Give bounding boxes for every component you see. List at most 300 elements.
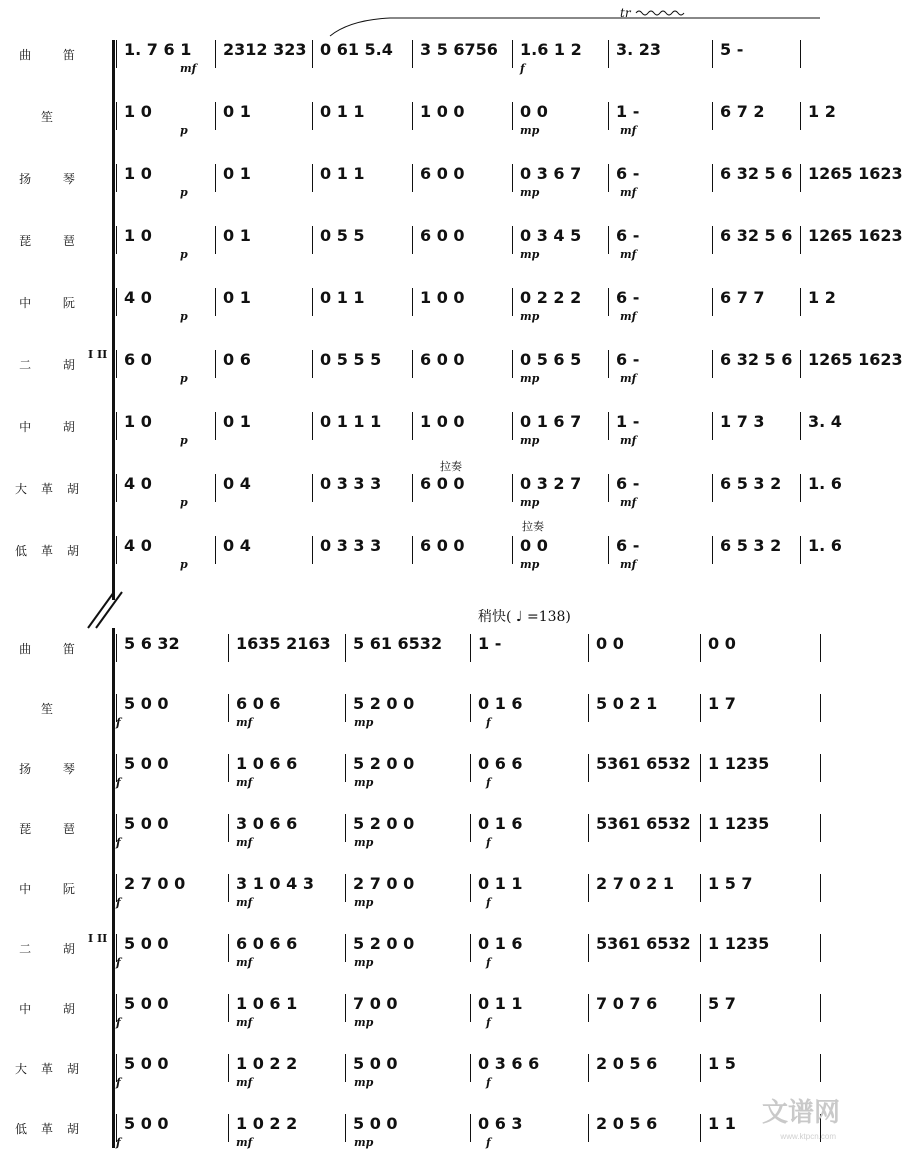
barline (608, 536, 609, 564)
dynamic-marking: mp (520, 248, 540, 261)
barline (512, 164, 513, 192)
dynamic-marking: mf (236, 1076, 253, 1089)
barline (345, 694, 346, 722)
barline (512, 474, 513, 502)
barline (345, 874, 346, 902)
staff-row-9 (0, 520, 858, 572)
barline (512, 412, 513, 440)
measure-notes: 6 32 5 6 (720, 226, 793, 245)
measure-notes: 6 0 (124, 350, 152, 369)
measure-notes: 6 32 5 6 (720, 350, 793, 369)
instrument-label: 扬 琴 (19, 762, 89, 776)
barline (588, 814, 589, 842)
barline (820, 1054, 821, 1082)
instrument-label: 低革胡 (14, 544, 93, 558)
measure-notes: 5 2 0 0 (353, 934, 415, 953)
measure-notes: 7 0 0 (353, 994, 398, 1013)
measure-notes: 0 0 (520, 102, 548, 121)
dynamic-marking: mf (620, 434, 637, 447)
barline (588, 994, 589, 1022)
measure-notes: 5 7 (708, 994, 736, 1013)
measure-notes: 0 5 5 (320, 226, 365, 245)
dynamic-marking: mf (620, 248, 637, 261)
barline (228, 694, 229, 722)
barline (312, 536, 313, 564)
barline (215, 164, 216, 192)
dynamic-marking: p (180, 310, 188, 323)
dynamic-marking: f (486, 1016, 491, 1029)
barline (800, 164, 801, 192)
barline (228, 1114, 229, 1142)
barline (800, 474, 801, 502)
dynamic-marking: mp (354, 836, 374, 849)
measure-notes: 5361 6532 (596, 934, 691, 953)
measure-notes: 1 1235 (708, 814, 770, 833)
barline (412, 350, 413, 378)
barline (712, 288, 713, 316)
barline (228, 754, 229, 782)
measure-notes: 3. 4 (808, 412, 842, 431)
barline (588, 694, 589, 722)
barline (712, 536, 713, 564)
measure-notes: 1 2 (808, 102, 836, 121)
measure-notes: 0 1 6 7 (520, 412, 582, 431)
barline (470, 694, 471, 722)
measure-notes: 6 5 3 2 (720, 536, 782, 555)
barline (215, 474, 216, 502)
barline (345, 1114, 346, 1142)
dynamic-marking: f (116, 896, 121, 909)
staff-row-4 (0, 222, 903, 262)
barline (608, 226, 609, 254)
barline (470, 634, 471, 662)
barline (412, 412, 413, 440)
dynamic-marking: mf (236, 836, 253, 849)
dynamic-marking: mf (620, 186, 637, 199)
barline (116, 288, 117, 316)
dynamic-marking: f (116, 1016, 121, 1029)
dynamic-marking: mp (520, 186, 540, 199)
dynamic-marking: f (486, 1076, 491, 1089)
barline (700, 634, 701, 662)
barline (820, 874, 821, 902)
measure-notes: 6 0 0 (420, 226, 465, 245)
dynamic-marking: mp (354, 776, 374, 789)
barline (215, 40, 216, 68)
measure-notes: 0 1 (223, 412, 251, 431)
dynamic-marking: f (486, 956, 491, 969)
barline (470, 994, 471, 1022)
dynamic-marking: f (486, 896, 491, 909)
staff-row-2 (0, 98, 858, 138)
barline (588, 754, 589, 782)
dynamic-marking: mf (620, 372, 637, 385)
measure-notes: 2 0 5 6 (596, 1114, 658, 1133)
instrument-label: 扬 琴 (19, 172, 89, 186)
measure-notes: 7 0 7 6 (596, 994, 658, 1013)
measure-notes: 1 1235 (708, 754, 770, 773)
measure-notes: 1 0 6 1 (236, 994, 298, 1013)
measure-notes: 6 0 0 (420, 536, 465, 555)
dynamic-marking: mp (354, 1136, 374, 1149)
dynamic-marking: mf (236, 1136, 253, 1149)
dynamic-marking: mp (520, 124, 540, 137)
staff-row-3 (0, 750, 858, 790)
measure-notes: 6 0 0 (420, 164, 465, 183)
measure-notes: 1 7 3 (720, 412, 765, 431)
dynamic-marking: mf (236, 776, 253, 789)
measure-notes: 1 7 (708, 694, 736, 713)
watermark-url: www.ktpcn.com (780, 1132, 836, 1141)
measure-notes: 5 0 2 1 (596, 694, 658, 713)
measure-notes: 0 6 3 (478, 1114, 523, 1133)
measure-notes: 5 0 0 (353, 1114, 398, 1133)
measure-notes: 0 1 (223, 288, 251, 307)
barline (470, 1054, 471, 1082)
measure-notes: 1265 1623 (808, 164, 903, 183)
dynamic-marking: p (180, 124, 188, 137)
barline (470, 1114, 471, 1142)
staff-row-3 (0, 160, 903, 200)
measure-notes: 1 0 (124, 412, 152, 431)
barline (800, 102, 801, 130)
dynamic-marking: mp (354, 1016, 374, 1029)
measure-notes: 1 0 0 (420, 412, 465, 431)
barline (228, 874, 229, 902)
instrument-label: 中 阮 (19, 296, 89, 310)
barline (116, 350, 117, 378)
trill-mark: tr (620, 6, 631, 20)
dynamic-marking: mf (620, 124, 637, 137)
dynamic-marking: p (180, 496, 188, 509)
measure-notes: 0 2 2 2 (520, 288, 582, 307)
measure-notes: 1 0 6 6 (236, 754, 298, 773)
barline (588, 934, 589, 962)
staff-row-8 (0, 460, 858, 510)
barline (712, 412, 713, 440)
staff-row-4 (0, 810, 858, 850)
barline (470, 874, 471, 902)
instrument-label: 二 胡 (19, 942, 89, 956)
barline (412, 536, 413, 564)
measure-notes: 1 1235 (708, 934, 770, 953)
measure-notes: 0 61 5.4 (320, 40, 393, 59)
measure-notes: 0 0 (708, 634, 736, 653)
barline (700, 754, 701, 782)
dynamic-marking: mf (236, 716, 253, 729)
barline (712, 40, 713, 68)
dynamic-marking: mf (620, 558, 637, 571)
tempo-marking: 稍快( ♩ =138) (478, 609, 571, 625)
instrument-label: 琵 琶 (19, 234, 89, 248)
dynamic-marking: mp (520, 372, 540, 385)
dynamic-marking: p (180, 248, 188, 261)
measure-notes: 1 0 0 (420, 102, 465, 121)
barline (512, 350, 513, 378)
barline (608, 40, 609, 68)
barline (700, 874, 701, 902)
measure-notes: 1 - (616, 102, 640, 121)
measure-notes: 1265 1623 (808, 350, 903, 369)
measure-notes: 4 0 (124, 474, 152, 493)
barline (712, 164, 713, 192)
measure-notes: 0 1 1 (478, 874, 523, 893)
barline (608, 164, 609, 192)
measure-notes: 6 32 5 6 (720, 164, 793, 183)
barline (215, 536, 216, 564)
dynamic-marking: mp (520, 434, 540, 447)
measure-notes: 5 0 0 (124, 994, 169, 1013)
barline (215, 102, 216, 130)
barline (228, 934, 229, 962)
barline (820, 814, 821, 842)
measure-notes: 5361 6532 (596, 814, 691, 833)
staff-row-7 (0, 990, 858, 1030)
measure-notes: 6 5 3 2 (720, 474, 782, 493)
measure-notes: 2312 323 (223, 40, 307, 59)
barline (412, 226, 413, 254)
measure-notes: 2 7 0 2 1 (596, 874, 674, 893)
measure-notes: 5 0 0 (124, 1114, 169, 1133)
barline (700, 1054, 701, 1082)
barline (700, 934, 701, 962)
barline (820, 754, 821, 782)
measure-notes: 1 5 (708, 1054, 736, 1073)
measure-notes: 5 61 6532 (353, 634, 443, 653)
barline (470, 934, 471, 962)
instrument-label: 中 胡 (19, 420, 89, 434)
measure-notes: 1 5 7 (708, 874, 753, 893)
barline (412, 288, 413, 316)
staff-row-7 (0, 408, 858, 448)
barline (312, 412, 313, 440)
measure-notes: 5 2 0 0 (353, 814, 415, 833)
dynamic-marking: mp (520, 558, 540, 571)
measure-notes: 6 - (616, 164, 640, 183)
dynamic-marking: f (486, 1136, 491, 1149)
barline (116, 102, 117, 130)
measure-notes: 0 3 4 5 (520, 226, 582, 245)
barline (800, 40, 801, 68)
instrument-label: 大革胡 (14, 482, 93, 496)
barline (512, 102, 513, 130)
measure-notes: 5 2 0 0 (353, 754, 415, 773)
barline (412, 40, 413, 68)
measure-notes: 0 3 3 3 (320, 536, 382, 555)
dynamic-marking: f (116, 1136, 121, 1149)
barline (608, 412, 609, 440)
dynamic-marking: f (486, 716, 491, 729)
barline (312, 40, 313, 68)
barline (700, 814, 701, 842)
measure-notes: 0 0 (520, 536, 548, 555)
barline (116, 536, 117, 564)
measure-notes: 6 7 2 (720, 102, 765, 121)
measure-notes: 0 3 6 7 (520, 164, 582, 183)
measure-notes: 5 6 32 (124, 634, 180, 653)
barline (215, 350, 216, 378)
measure-notes: 1. 6 (808, 536, 842, 555)
measure-notes: 1 - (616, 412, 640, 431)
barline (312, 288, 313, 316)
instrument-label: 二 胡 (19, 358, 89, 372)
dynamic-marking: p (180, 558, 188, 571)
measure-notes: 1 1 (708, 1114, 736, 1133)
barline (800, 536, 801, 564)
measure-notes: 2 7 0 0 (124, 874, 186, 893)
barline (608, 474, 609, 502)
barline (345, 1054, 346, 1082)
measure-notes: 1 0 0 (420, 288, 465, 307)
instrument-label: 低革胡 (14, 1122, 93, 1136)
barline (312, 226, 313, 254)
staff-row-2 (0, 690, 858, 730)
barline (588, 634, 589, 662)
measure-notes: 3 1 0 4 3 (236, 874, 314, 893)
measure-notes: 0 1 1 (320, 288, 365, 307)
measure-notes: 1 0 (124, 102, 152, 121)
instrument-label: 琵 琶 (19, 822, 89, 836)
measure-notes: 3. 23 (616, 40, 662, 59)
measure-notes: 6 - (616, 226, 640, 245)
barline (512, 226, 513, 254)
dynamic-marking: mp (354, 1076, 374, 1089)
measure-notes: 0 1 (223, 226, 251, 245)
dynamic-marking: f (520, 62, 525, 75)
barline (712, 350, 713, 378)
measure-notes: 5 0 0 (124, 1054, 169, 1073)
dynamic-marking: p (180, 372, 188, 385)
barline (215, 226, 216, 254)
measure-notes: 0 1 1 1 (320, 412, 382, 431)
dynamic-marking: f (116, 956, 121, 969)
measure-notes: 0 1 1 (320, 102, 365, 121)
measure-notes: 0 5 6 5 (520, 350, 582, 369)
measure-notes: 0 6 6 (478, 754, 523, 773)
bowing-note: 拉奏 (440, 460, 462, 473)
dynamic-marking: f (486, 776, 491, 789)
barline (312, 102, 313, 130)
dynamic-marking: mf (236, 1016, 253, 1029)
measure-notes: 4 0 (124, 288, 152, 307)
dynamic-marking: mf (620, 310, 637, 323)
measure-notes: 4 0 (124, 536, 152, 555)
barline (228, 994, 229, 1022)
instrument-label: 大革胡 (14, 1062, 93, 1076)
measure-notes: 5361 6532 (596, 754, 691, 773)
measure-notes: 0 4 (223, 474, 251, 493)
barline (228, 814, 229, 842)
barline (412, 164, 413, 192)
dynamic-marking: f (116, 836, 121, 849)
measure-notes: 5 0 0 (124, 814, 169, 833)
barline (700, 1114, 701, 1142)
staff-row-6 (0, 346, 903, 386)
dynamic-marking: mf (236, 896, 253, 909)
measure-notes: 3 0 6 6 (236, 814, 298, 833)
barline (608, 350, 609, 378)
instrument-label: 曲 笛 (19, 48, 89, 62)
barline (712, 102, 713, 130)
measure-notes: 0 4 (223, 536, 251, 555)
instrument-label: 中 胡 (19, 1002, 89, 1016)
measure-notes: 0 5 5 5 (320, 350, 382, 369)
barline (800, 226, 801, 254)
barline (712, 474, 713, 502)
barline (215, 288, 216, 316)
measure-notes: 1635 2163 (236, 634, 331, 653)
dynamic-marking: f (116, 1076, 121, 1089)
measure-notes: 6 0 6 (236, 694, 281, 713)
measure-notes: 6 0 6 6 (236, 934, 298, 953)
measure-notes: 6 0 0 (420, 474, 465, 493)
instrument-label: 中 阮 (19, 882, 89, 896)
barline (345, 754, 346, 782)
barline (512, 40, 513, 68)
barline (116, 474, 117, 502)
barline (700, 694, 701, 722)
barline (800, 412, 801, 440)
dynamic-marking: p (180, 434, 188, 447)
barline (116, 634, 117, 662)
system-separator-slash (84, 590, 124, 630)
measure-notes: 6 - (616, 350, 640, 369)
barline (588, 1054, 589, 1082)
measure-notes: 1. 7 6 1 (124, 40, 192, 59)
barline (820, 994, 821, 1022)
measure-notes: 6 7 7 (720, 288, 765, 307)
measure-notes: 0 1 (223, 164, 251, 183)
measure-notes: 6 - (616, 536, 640, 555)
dynamic-marking: mp (354, 956, 374, 969)
measure-notes: 0 3 2 7 (520, 474, 582, 493)
measure-notes: 1265 1623 (808, 226, 903, 245)
measure-notes: 1 0 2 2 (236, 1114, 298, 1133)
barline (312, 164, 313, 192)
barline (345, 634, 346, 662)
barline (345, 934, 346, 962)
instrument-label: 曲 笛 (19, 642, 89, 656)
barline (800, 288, 801, 316)
barline (512, 288, 513, 316)
measure-notes: 5 - (720, 40, 744, 59)
dynamic-marking: mp (354, 896, 374, 909)
measure-notes: 6 - (616, 288, 640, 307)
measure-notes: 0 3 6 6 (478, 1054, 540, 1073)
barline (512, 536, 513, 564)
barline (820, 934, 821, 962)
erhu-part-numerals: I II (88, 932, 108, 945)
measure-notes: 0 1 1 (478, 994, 523, 1013)
barline (116, 412, 117, 440)
watermark-logo: 文谱网 (761, 1098, 840, 1128)
dynamic-marking: mp (354, 716, 374, 729)
measure-notes: 5 0 0 (124, 754, 169, 773)
measure-notes: 3 5 6756 (420, 40, 498, 59)
measure-notes: 2 0 5 6 (596, 1054, 658, 1073)
measure-notes: 1. 6 (808, 474, 842, 493)
dynamic-marking: f (116, 716, 121, 729)
measure-notes: 0 1 6 (478, 934, 523, 953)
measure-notes: 1 0 (124, 164, 152, 183)
staff-row-5 (0, 284, 858, 324)
barline (412, 474, 413, 502)
barline (312, 474, 313, 502)
measure-notes: 6 0 0 (420, 350, 465, 369)
barline (588, 1114, 589, 1142)
dynamic-marking: f (116, 776, 121, 789)
barline (470, 814, 471, 842)
